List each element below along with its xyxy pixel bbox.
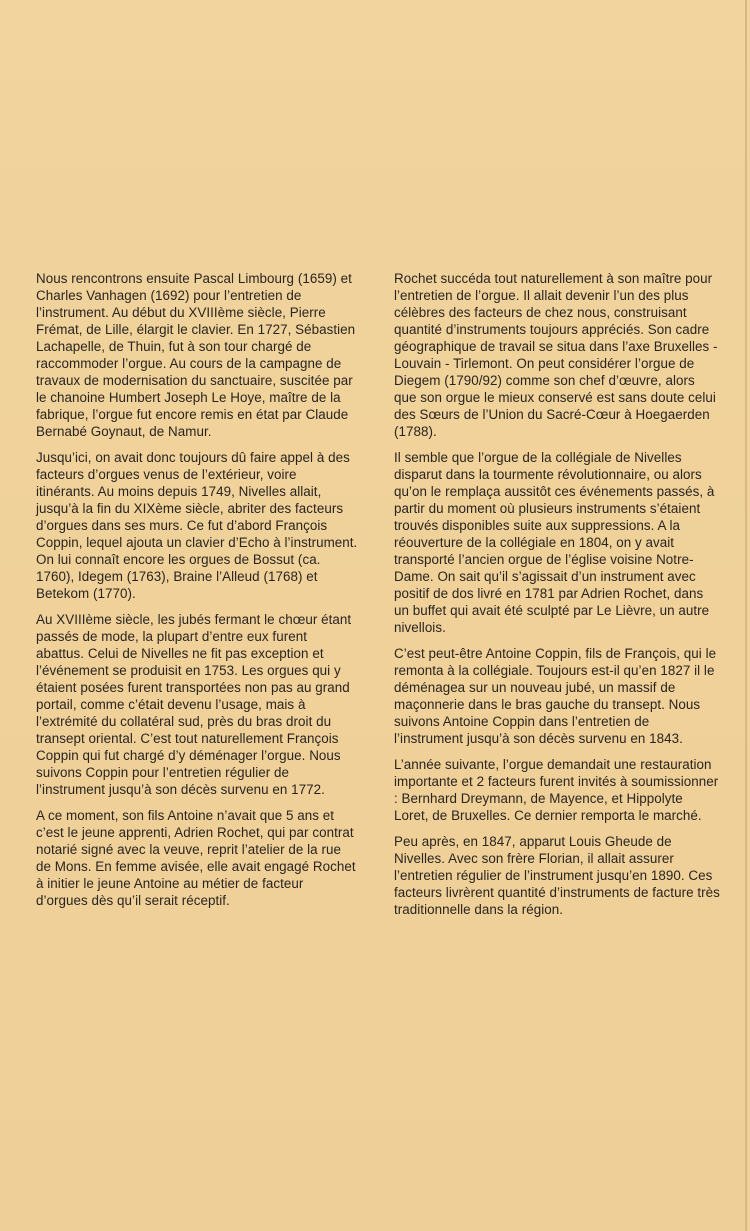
page-edge-shadow [745,0,747,1231]
left-text-column [36,270,358,918]
paragraph: C’est peut-être Antoine Coppin, fils de François, qui le remonta à la collégiale. Toujours est-il qu’en 1827 il le déménagea sur un nouveau jubé, un massif de maçonnerie dans le bras gauche du transept. Nous suivons Antoine Coppin dans l’entretien de l’instrument jusqu’à son décès survenu en 1843. [394,646,717,746]
paragraph: Rochet succéda tout naturellement à son maître pour l’entretien de l’orgue. Il allait devenir l’un des plus célèbres des facteurs de chez nous, construisant quantité d’instruments toujours appréciés. Son cadre géographique de travail se situa dans l’axe Bruxelles - Louvain - Tirlemont. On peut considérer l’orgue de Diegem (1790/92) comme son chef d’œuvre, alors que son orgue le mieux conservé est sans doute celui des Sœurs de l’Union du Sacré-Cœur à Hoegaerden (1788). [394,271,718,439]
paragraph: Jusqu’ici, on avait donc toujours dû faire appel à des facteurs d’orgues venus de l’extérieur, voire itinérants. Au moins depuis 1749, Nivelles allait, jusqu’à la fin du XIXème siècle, abriter des facteurs d’orgues dans ses murs. Ce fut d’abord François Coppin, lequel ajouta un clavier d’Echo à l’instrument. On lui connaît encore les orgues de Bossut (ca. 1760), Idegem (1763), Braine l’Alleud (1768) et Betekom (1770). [36,450,358,601]
paragraph: Nous rencontrons ensuite Pascal Limbourg (1659) et Charles Vanhagen (1692) pour l’entretien de l’instrument. Au début du XVIIIème siècle, Pierre Frémat, de Lille, élargit le clavier. En 1727, Sébastien Lachapelle, de Thuin, fut à son tour chargé de raccommoder l’orgue. Au cours de la campagne de travaux de modernisation du sanctuaire, suscitée par le chanoine Humbert Joseph Le Hoye, maître de la fabrique, l’orgue fut encore remis en état par Claude Bernabé Goynaut, de Namur. [36,271,356,439]
paragraph: Peu après, en 1847, apparut Louis Gheude de Nivelles. Avec son frère Florian, il allait assurer l’entretien régulier de l’instrument jusqu’en 1890. Ces facteurs livrèrent quantité d’instruments de facture très traditionnelle dans la région. [394,834,720,917]
paragraph: L’année suivante, l’orgue demandait une restauration importante et 2 facteurs furent invités à soumissionner : Bernhard Dreymann, de Mayence, et Hippolyte Loret, de Bruxelles. Ce dernier remporta le marché. [394,757,719,823]
right-text-column [394,270,720,927]
paragraph: Il semble que l’orgue de la collégiale de Nivelles disparut dans la tourmente révolutionnaire, ou alors qu’on le remplaça aussitôt ces événements passés, à partir du moment où plusieurs instruments s’étaient trouvés disponibles suite aux suppressions. A la réouverture de la collégiale en 1804, on y avait transporté l’ancien orgue de l’église voisine Notre-Dame. On sait qu’il s’agissait d’un instrument avec positif de dos livré en 1781 par Adrien Rochet, dans un buffet qui avait été sculpté par Le Lièvre, un autre nivellois. [394,450,715,635]
paragraph: Au XVIIIème siècle, les jubés fermant le chœur étant passés de mode, la plupart d’entre eux furent abattus. Celui de Nivelles ne fit pas exception et l’événement se produisit en 1753. Les orgues qui y étaient posées furent transportées non pas au grand portail, comme c’était devenu l’usage, mais à l’extrémité du collatéral sud, près du bras droit du transept oriental. C’est tout naturellement François Coppin qui fut chargé d’y déménager l’orgue. Nous suivons Coppin pour l’entretien régulier de l’instrument jusqu’à son décès survenu en 1772. [36,612,352,797]
paragraph: A ce moment, son fils Antoine n’avait que 5 ans et c’est le jeune apprenti, Adrien Rochet, qui par contrat notarié signé avec la veuve, reprit l’atelier de la rue de Mons. En femme avisée, elle avait engagé Rochet à initier le jeune Antoine au métier de facteur d’orgues dès qu’il serait réceptif. [36,808,356,908]
